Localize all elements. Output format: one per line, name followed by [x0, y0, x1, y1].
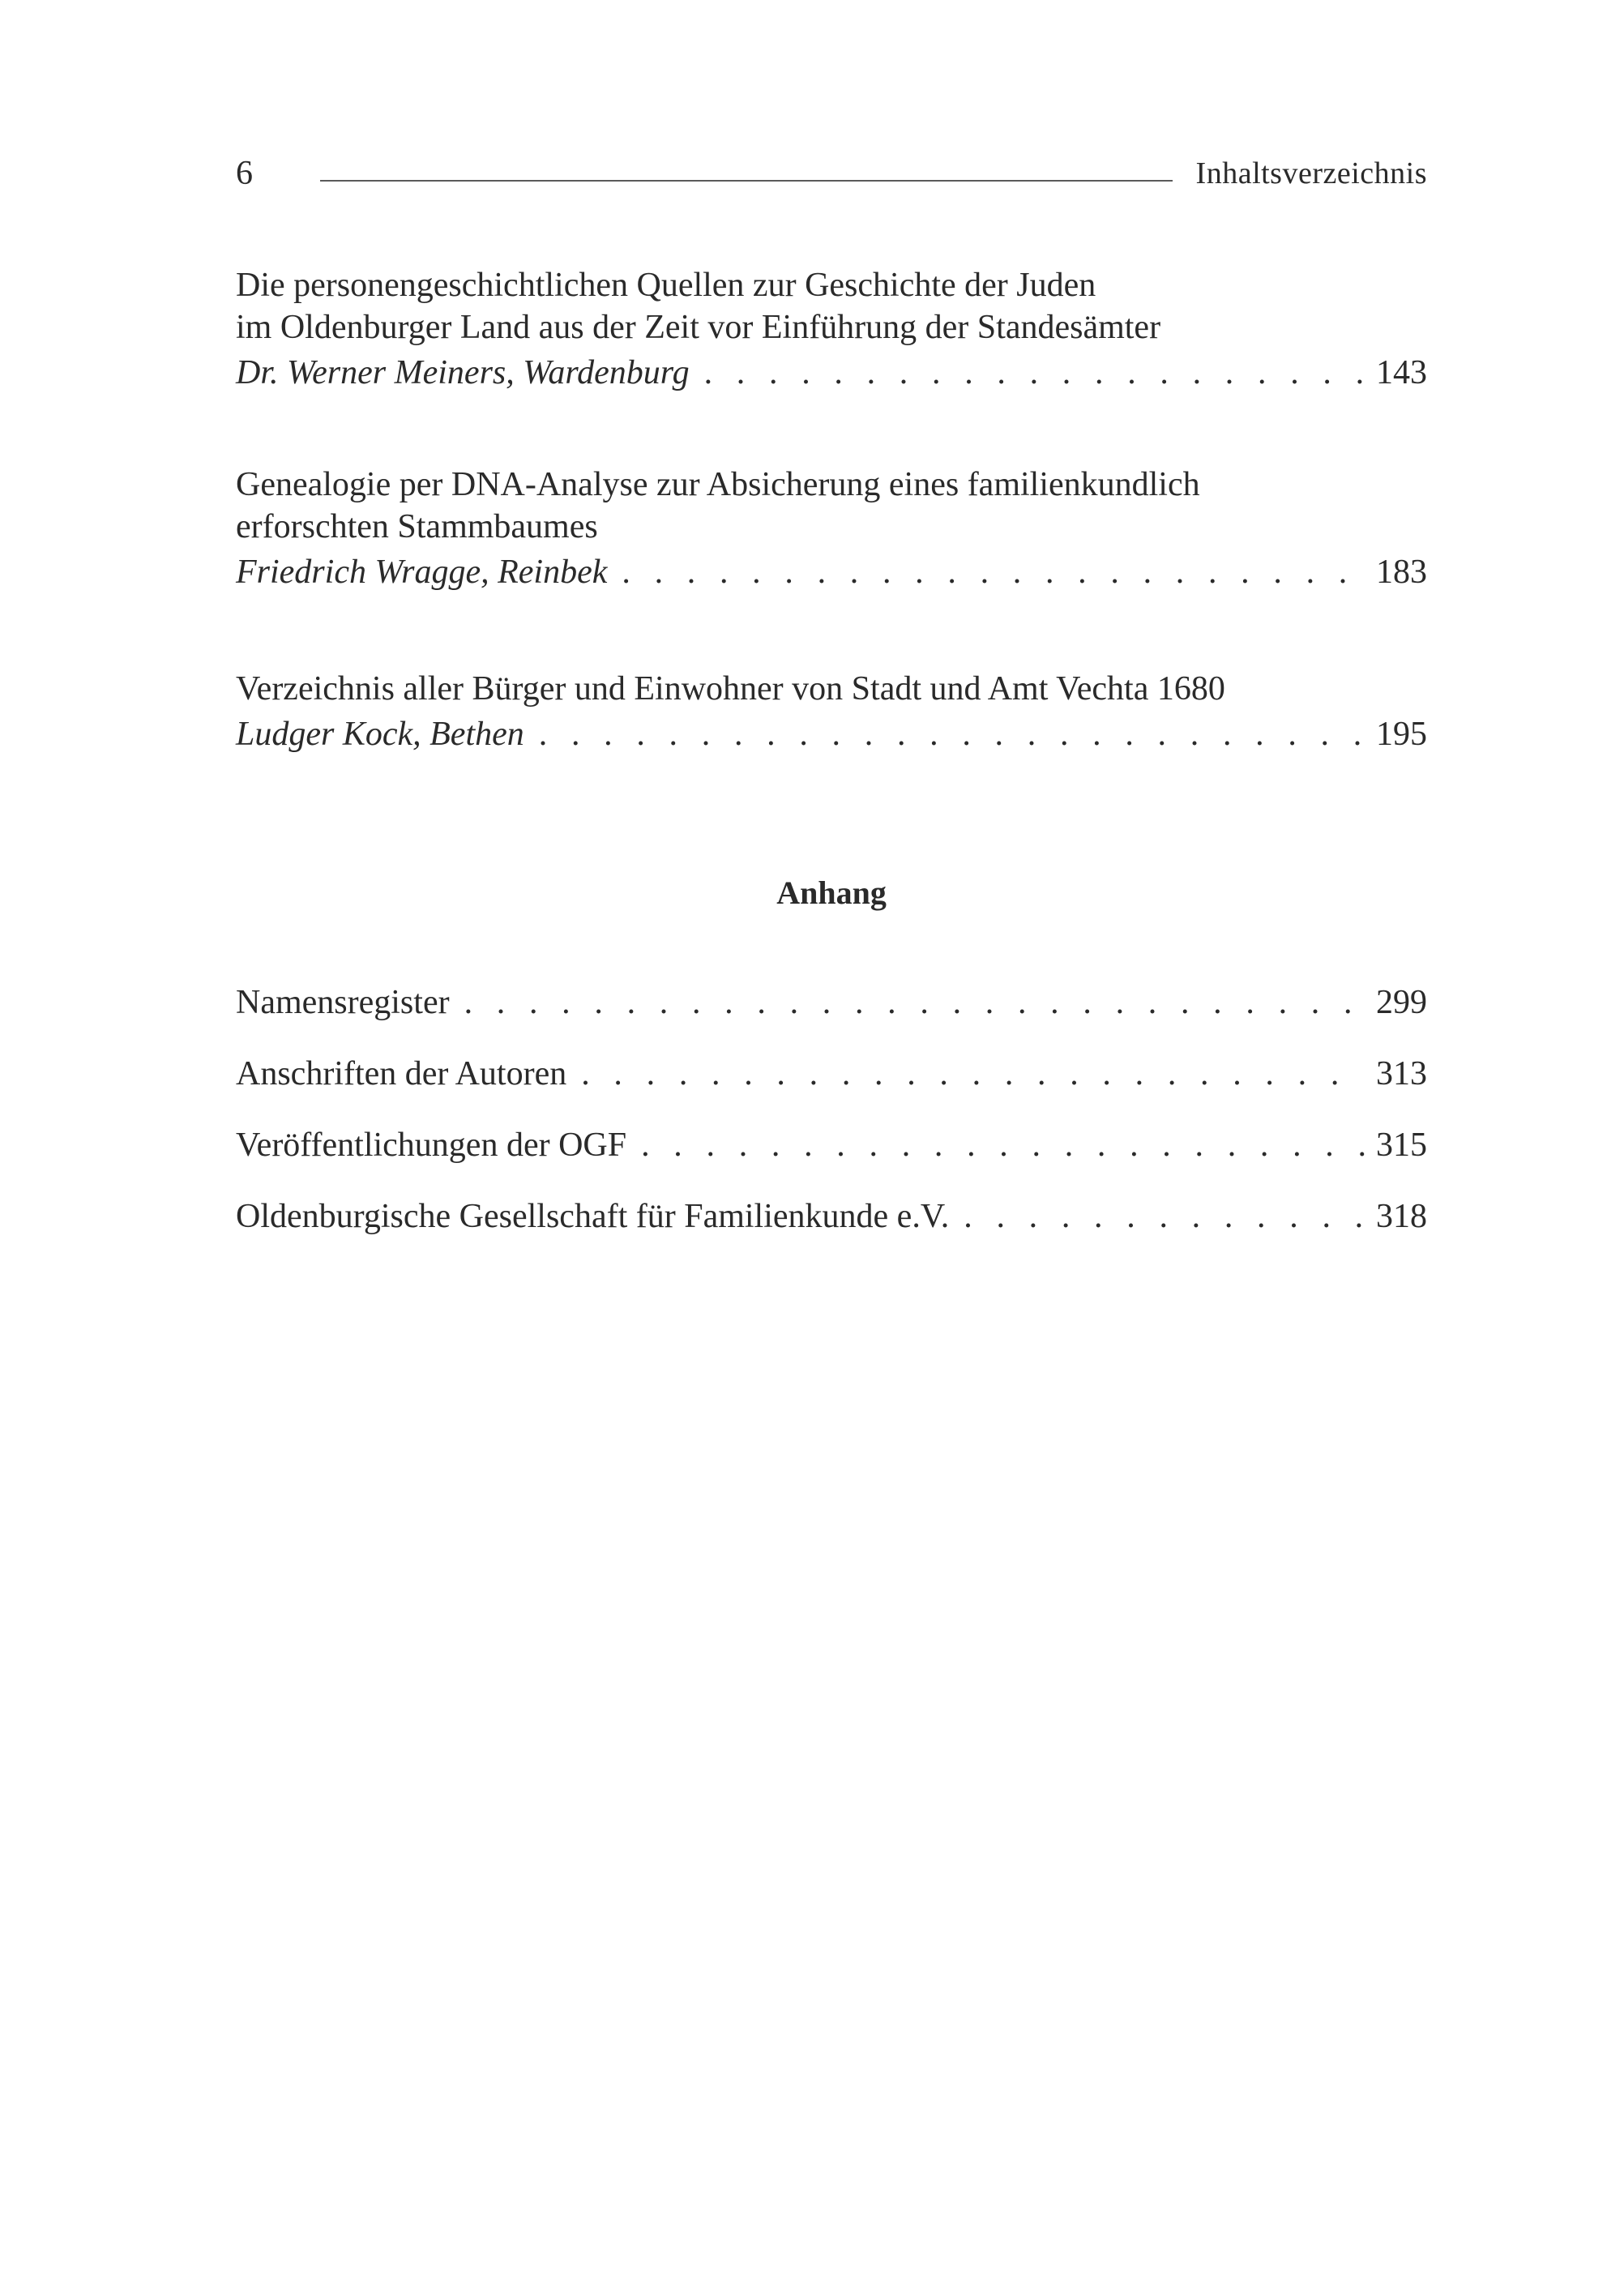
section-heading: Anhang	[776, 874, 887, 911]
entry-title-line: im Oldenburger Land aus der Zeit vor Einführung der Standesämter	[236, 309, 1161, 346]
entry-title-line: erforschten Stammbaumes	[236, 508, 598, 545]
appendix-entry	[236, 1192, 1427, 1241]
dot-leader	[622, 548, 1365, 596]
toc-entry	[236, 668, 1427, 759]
appendix-label: Namensregister	[236, 984, 450, 1021]
appendix-line	[236, 1050, 1427, 1098]
appendix-line	[236, 1192, 1427, 1241]
dot-leader	[964, 1192, 1365, 1241]
header-rule	[320, 180, 1173, 182]
entry-page-number: 183	[1376, 554, 1427, 591]
appendix-page-number: 313	[1376, 1055, 1427, 1092]
entry-author-line	[236, 548, 1427, 596]
appendix-label: Oldenburgische Gesellschaft für Familienkunde e.V.	[236, 1198, 950, 1235]
running-title: Inhaltsverzeichnis	[1195, 156, 1427, 190]
dot-leader	[539, 710, 1365, 759]
entry-author: Friedrich Wragge, Reinbek	[236, 554, 608, 591]
appendix-label: Veröffentlichungen der OGF	[236, 1127, 627, 1164]
appendix-page-number: 299	[1376, 984, 1427, 1021]
entry-title-line: Genealogie per DNA-Analyse zur Absicherung eines familienkundlich	[236, 466, 1200, 503]
entry-page-number: 143	[1376, 354, 1427, 391]
toc-entry	[236, 264, 1427, 397]
dot-leader	[704, 348, 1365, 397]
page-number: 6	[236, 155, 253, 192]
running-header	[236, 149, 1427, 198]
appendix-line	[236, 978, 1427, 1027]
entry-title-line: Verzeichnis aller Bürger und Einwohner von Stadt und Amt Vechta 1680	[236, 670, 1225, 708]
appendix-line	[236, 1121, 1427, 1169]
appendix-entry	[236, 1050, 1427, 1098]
appendix-page-number: 318	[1376, 1198, 1427, 1235]
toc-entry	[236, 464, 1427, 596]
entry-author-line	[236, 348, 1427, 397]
entry-author: Dr. Werner Meiners, Wardenburg	[236, 354, 690, 391]
entry-title-line: Die personengeschichtlichen Quellen zur Geschichte der Juden	[236, 267, 1096, 304]
entry-author-line	[236, 710, 1427, 759]
appendix-entry	[236, 978, 1427, 1027]
appendix-page-number: 315	[1376, 1127, 1427, 1164]
entry-page-number: 195	[1376, 716, 1427, 753]
entry-author: Ludger Kock, Bethen	[236, 716, 524, 753]
appendix-label: Anschriften der Autoren	[236, 1055, 567, 1092]
appendix-entry	[236, 1121, 1427, 1169]
dot-leader	[641, 1121, 1365, 1169]
dot-leader	[581, 1050, 1365, 1098]
dot-leader	[464, 978, 1365, 1027]
